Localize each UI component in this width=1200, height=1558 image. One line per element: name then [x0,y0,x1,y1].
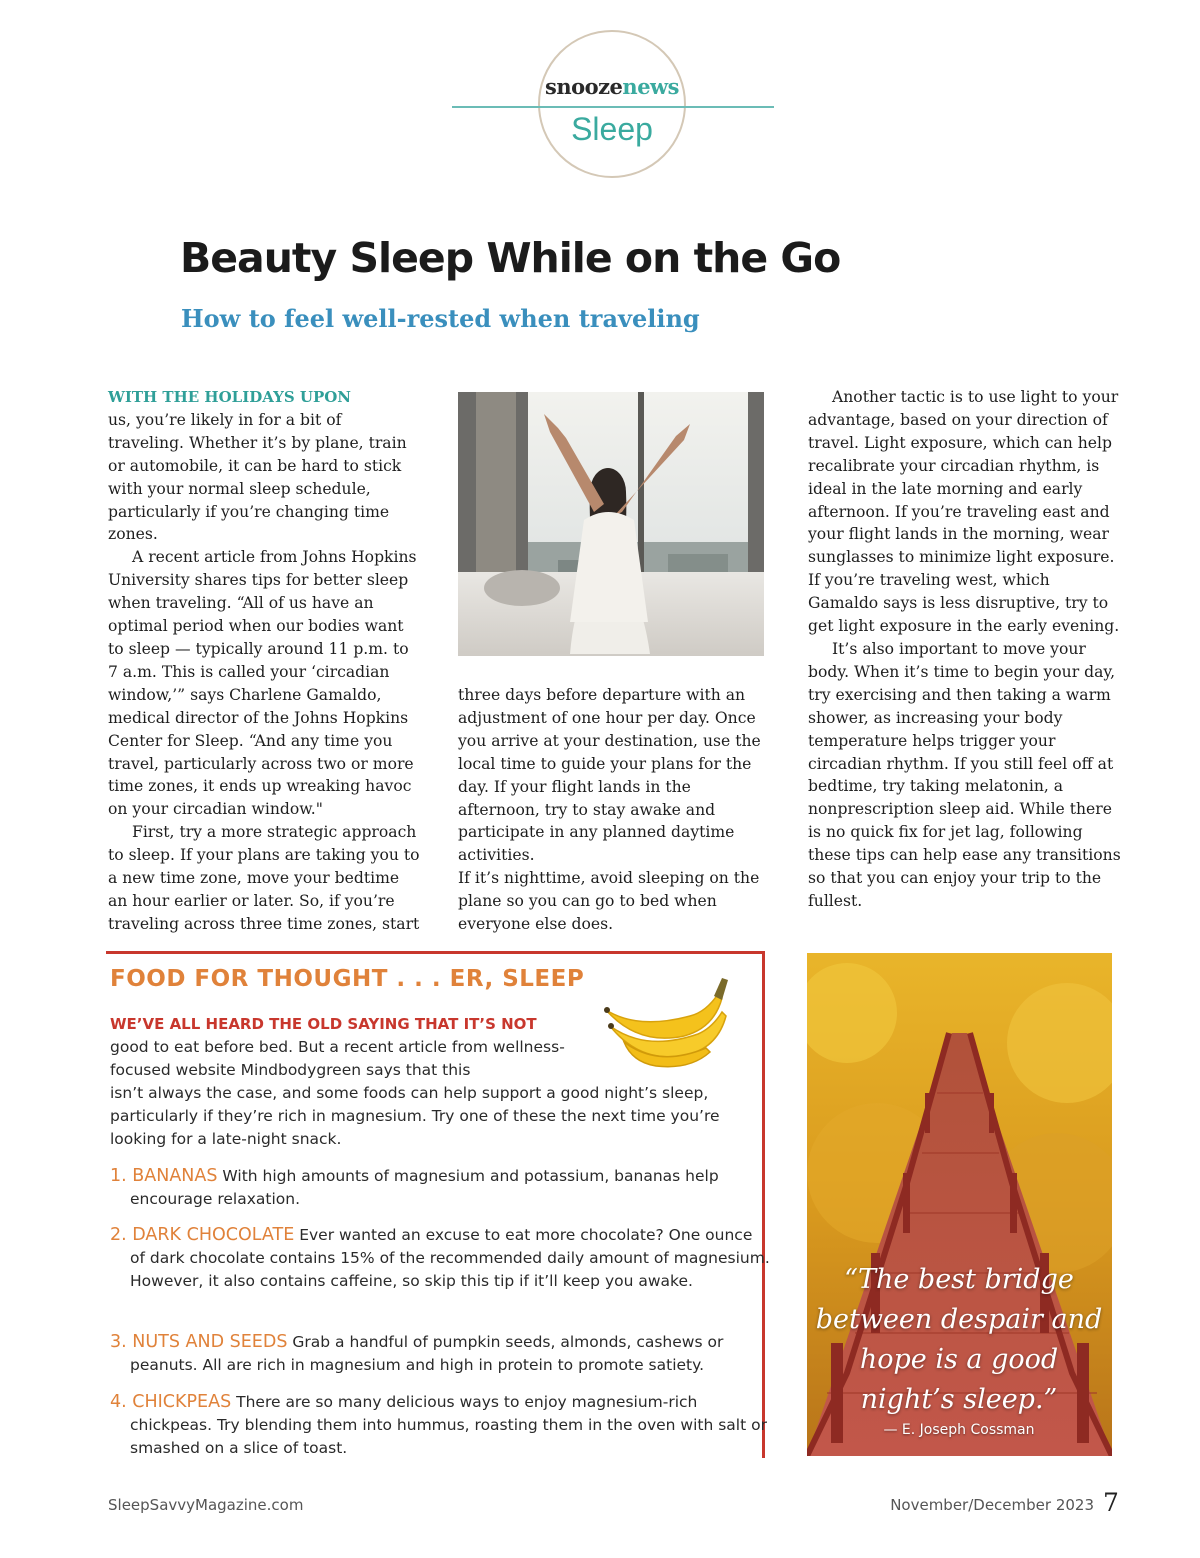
sidebar-intro [110,1013,760,1150]
article-headline: Beauty Sleep While on the Go [180,234,841,282]
woman-stretching-photo [458,392,764,656]
article-paragraph-6: Another tactic is to use light to your advantage, based on your direction of travel. Light exposure, which can help recalibrate your circadian rhythm, is ideal in the late morning and early afternoon. If you’re traveling east and your flight lands in the morning, wear sunglasses to minimize light exposure. If you’re traveling west, which Gamaldo says is less disruptive, try to get light exposure in the early evening. [808,388,1120,636]
stretching-illustration [458,392,764,656]
sidebar-lead-in: WE’VE ALL HEARD THE OLD SAYING THAT IT’S NOT [110,1015,537,1033]
sidebar-intro-top [110,1013,580,1082]
tip-chickpeas [110,1391,770,1460]
article-column-1 [108,386,422,936]
article-paragraph-5: If it’s nighttime, avoid sleeping on the plane so you can go to bed when everyone else does. [458,869,760,934]
badge-kicker-snooze: snooze [545,74,623,99]
badge-kicker-news: news [622,74,679,99]
lead-in: WITH THE HOLIDAYS UPON [108,388,352,406]
pull-quote: “The best bridge between despair and hope is a good night’s sleep.” [815,1264,1103,1415]
article-column-2 [458,684,770,936]
pull-quote-attribution: — E. Joseph Cossman [883,1422,1035,1438]
tip-text-dark-chocolate: Ever wanted an excuse to eat more chocolate? One ounce of dark chocolate contains 15% of the recommended daily amount of magnesium. However, it also contains caffeine, so skip this tip if it’ll keep you awake. [130,1226,770,1290]
tip-bananas [110,1165,770,1211]
tip-nuts-and-seeds [110,1331,770,1377]
article-paragraph-1 [108,386,422,546]
article-paragraph-4: three days before departure with an adjustment of one hour per day. Once you arrive at your destination, use the local time to guide your plans for the day. If your flight lands in the afternoon, try to stay awake and participate in any planned daytime activities. [458,686,761,865]
tip-text-bananas: With high amounts of magnesium and potassium, bananas help encourage relaxation. [130,1167,719,1208]
article-column-3 [808,386,1122,913]
article-dek: How to feel well-rested when traveling [181,304,700,333]
badge-section-name: Sleep [571,111,653,147]
footer-issue-date: November/December 2023 [890,1496,1094,1514]
paragraph-1-text: us, you’re likely in for a bit of traveling. Whether it’s by plane, train or automobile, it can be hard to stick with your normal sleep schedule, particularly if you’re changing time zones. [108,410,407,544]
tip-label-bananas: 1. BANANAS [110,1166,218,1186]
article-paragraph-3: First, try a more strategic approach to sleep. If your plans are taking you to a new time zone, move your bedtime an hour earlier or later. So, if you’re traveling across three time zones, start [108,823,420,933]
tip-dark-chocolate [110,1224,770,1293]
sidebar-intro-b: isn’t always the case, and some foods can help support a good night’s sleep, particularly if they’re rich in magnesium. Try one of these the next time you’re looking for a late-night snack. [110,1083,720,1148]
badge-rule [452,106,774,108]
article-paragraph-2: A recent article from Johns Hopkins University shares tips for better sleep when traveling. “All of us have an optimal period when our bodies want to sleep — typically around 11 p.m. to 7 a.m. This is called your ‘circadian window,’” says Charlene Gamaldo, medical director of the Johns Hopkins Center for Sleep. “And any time you travel, particularly across two or more time zones, it ends up wreaking havoc on your circadian window." [108,548,417,819]
tip-text-chickpeas: There are so many delicious ways to enjoy magnesium-rich chickpeas. Try blending them into hummus, roasting them in the oven with salt or smashed on a slice of toast. [130,1393,767,1457]
sidebar-intro-a: good to eat before bed. But a recent article from wellness-focused website Mindbodygreen says that this [110,1037,565,1079]
sidebar-top-rule [106,951,765,954]
footer-website: SleepSavvyMagazine.com [108,1496,304,1514]
badge-kicker [538,74,686,99]
sidebar-title: FOOD FOR THOUGHT . . . ER, SLEEP [110,966,585,992]
tip-text-nuts-and-seeds: Grab a handful of pumpkin seeds, almonds, cashews or peanuts. All are rich in magnesium and high in protein to promote satiety. [130,1333,724,1374]
article-paragraph-7: It’s also important to move your body. When it’s time to begin your day, try exercising and then taking a warm shower, as increasing your body temperature helps trigger your circadian rhythm. If you still feel off at bedtime, try taking melatonin, a nonprescription sleep aid. While there is no quick fix for jet lag, following these tips can help ease any transitions so that you can enjoy your trip to the fullest. [808,639,1121,910]
tip-label-dark-chocolate: 2. DARK CHOCOLATE [110,1225,295,1245]
section-badge [538,30,686,178]
page-number: 7 [1103,1488,1119,1517]
tip-label-chickpeas: 4. CHICKPEAS [110,1392,232,1412]
tip-label-nuts-and-seeds: 3. NUTS AND SEEDS [110,1332,288,1352]
